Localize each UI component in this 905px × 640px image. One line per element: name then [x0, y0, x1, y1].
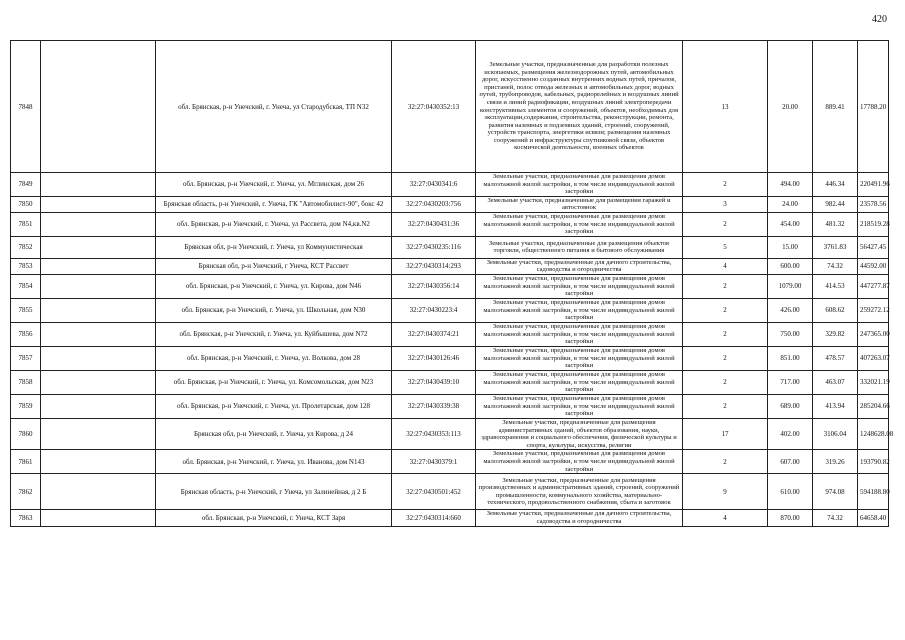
row-number-cell: 7861	[11, 450, 41, 474]
group-cell: 2	[683, 370, 768, 394]
address-cell: обл. Брянская, р-н Унечский, г. Унеча, ул. Кирова, дом N46	[156, 274, 392, 298]
cadastral-number-cell: 32:27:0430356:14	[392, 274, 476, 298]
address-cell: Брянская обл, р-н Унечский, г Унеча, КСТ Рассвет	[156, 258, 392, 274]
cadastral-value-cell: 407263.07	[858, 346, 889, 370]
cadastral-value-cell: 218519.28	[858, 212, 889, 236]
area-cell: 494.00	[768, 173, 813, 197]
cadastral-number-cell: 32:27:0430235:116	[392, 236, 476, 258]
table-row	[11, 41, 889, 173]
row-number-cell: 7863	[11, 510, 41, 526]
area-cell: 24.00	[768, 196, 813, 212]
cadastral-number-cell: 32:27:0430314:293	[392, 258, 476, 274]
row-number-cell: 7853	[11, 258, 41, 274]
table-row	[11, 394, 889, 418]
empty-cell	[41, 510, 156, 526]
specific-value-cell: 3106.04	[813, 418, 858, 449]
cadastral-value-cell: 594188.80	[858, 474, 889, 510]
land-use-cell: Земельные участки, предназначенные для дачного строительства, садоводства и огородничества	[476, 510, 683, 526]
group-cell: 2	[683, 298, 768, 322]
land-use-cell: Земельные участки, предназначенные для размещения административных зданий, объектов образования, науки, здравоохранения и социального обеспечения, физической культуры и спорта, культуры, искусства, религии	[476, 418, 683, 449]
cadastral-number-cell: 32:27:0430339:38	[392, 394, 476, 418]
empty-cell	[41, 346, 156, 370]
empty-cell	[41, 298, 156, 322]
cadastral-number-cell: 32:27:0430352:13	[392, 41, 476, 173]
cadastral-value-cell: 259272.12	[858, 298, 889, 322]
empty-cell	[41, 274, 156, 298]
specific-value-cell: 414.53	[813, 274, 858, 298]
cadastral-number-cell: 32:27:0430439:10	[392, 370, 476, 394]
empty-cell	[41, 173, 156, 197]
cadastral-value-cell: 447277.87	[858, 274, 889, 298]
row-number-cell: 7850	[11, 196, 41, 212]
land-use-cell: Земельные участки, предназначенные для размещения производственных и административных зданий, строений, сооружений промышленности, коммунального хозяйства, материально-технического, продовольственного снабжения, сбыта и заготовок	[476, 474, 683, 510]
address-cell: обл. Брянская, р-н Унечский, г. Унеча, ул. Школьная, дом N30	[156, 298, 392, 322]
area-cell: 15.00	[768, 236, 813, 258]
table-row	[11, 298, 889, 322]
land-use-cell: Земельные участки, предназначенные для размещения домов малоэтажной жилой застройки, в том числе индивидуальной жилой застройки	[476, 173, 683, 197]
table-row	[11, 474, 889, 510]
row-number-cell: 7858	[11, 370, 41, 394]
empty-cell	[41, 418, 156, 449]
row-number-cell: 7851	[11, 212, 41, 236]
row-number-cell: 7857	[11, 346, 41, 370]
address-cell: обл. Брянская, р-н Унечский, г. Унеча, ул Рассвета, дом N4,кв.N2	[156, 212, 392, 236]
specific-value-cell: 319.26	[813, 450, 858, 474]
table-row	[11, 418, 889, 449]
cadastral-value-table	[10, 40, 894, 527]
address-cell: обл. Брянская, р-н Унечский, г. Унеча, КСТ Заря	[156, 510, 392, 526]
specific-value-cell: 329.82	[813, 322, 858, 346]
land-use-cell: Земельные участки, предназначенные для размещения домов малоэтажной жилой застройки, в том числе индивидуальной жилой застройки	[476, 346, 683, 370]
cadastral-number-cell: 32:27:0430431:36	[392, 212, 476, 236]
cadastral-number-cell: 32:27:0430353:113	[392, 418, 476, 449]
group-cell: 2	[683, 394, 768, 418]
table-row	[11, 370, 889, 394]
row-number-cell: 7860	[11, 418, 41, 449]
land-use-cell: Земельные участки, предназначенные для размещения домов малоэтажной жилой застройки, в том числе индивидуальной жилой застройки	[476, 212, 683, 236]
cadastral-number-cell: 32:27:0430203:756	[392, 196, 476, 212]
empty-cell	[41, 450, 156, 474]
table-row	[11, 196, 889, 212]
empty-cell	[41, 370, 156, 394]
cadastral-value-cell: 332021.19	[858, 370, 889, 394]
row-number-cell: 7856	[11, 322, 41, 346]
specific-value-cell: 3761.83	[813, 236, 858, 258]
row-number-cell: 7848	[11, 41, 41, 173]
area-cell: 1079.00	[768, 274, 813, 298]
cadastral-number-cell: 32:27:0430374:21	[392, 322, 476, 346]
cadastral-number-cell: 32:27:0430341:6	[392, 173, 476, 197]
group-cell: 4	[683, 258, 768, 274]
row-number-cell: 7852	[11, 236, 41, 258]
address-cell: Брянская область, р-н Унечский, г. Унеча, ГК "Автомобилист-90", бокс 42	[156, 196, 392, 212]
cadastral-value-cell: 193790.82	[858, 450, 889, 474]
table-row	[11, 510, 889, 526]
row-number-cell: 7855	[11, 298, 41, 322]
land-use-cell: Земельные участки, предназначенные для размещения домов малоэтажной жилой застройки, в том числе индивидуальной жилой застройки	[476, 322, 683, 346]
cadastral-value-cell: 23578.56	[858, 196, 889, 212]
cadastral-value-cell: 220491.96	[858, 173, 889, 197]
empty-cell	[41, 474, 156, 510]
address-cell: обл. Брянская, р-н Унечский, г. Унеча, ул. Пролетарская, дом 128	[156, 394, 392, 418]
land-use-cell: Земельные участки, предназначенные для размещения домов малоэтажной жилой застройки, в том числе индивидуальной жилой застройки	[476, 298, 683, 322]
area-cell: 870.00	[768, 510, 813, 526]
row-number-cell: 7854	[11, 274, 41, 298]
cadastral-value-cell: 64658.40	[858, 510, 889, 526]
group-cell: 9	[683, 474, 768, 510]
specific-value-cell: 608.62	[813, 298, 858, 322]
specific-value-cell: 74.32	[813, 510, 858, 526]
specific-value-cell: 74.32	[813, 258, 858, 274]
cadastral-number-cell: 32:27:0430501:452	[392, 474, 476, 510]
area-cell: 600.00	[768, 258, 813, 274]
group-cell: 4	[683, 510, 768, 526]
specific-value-cell: 413.94	[813, 394, 858, 418]
cadastral-number-cell: 32:27:0430223:4	[392, 298, 476, 322]
cadastral-number-cell: 32:27:0430126:46	[392, 346, 476, 370]
group-cell: 3	[683, 196, 768, 212]
area-cell: 20.00	[768, 41, 813, 173]
row-number-cell: 7859	[11, 394, 41, 418]
table-row	[11, 236, 889, 258]
table-row	[11, 450, 889, 474]
specific-value-cell: 481.32	[813, 212, 858, 236]
specific-value-cell: 478.57	[813, 346, 858, 370]
land-use-cell: Земельные участки, предназначенные для разработки полезных ископаемых, размещения железнодорожных путей, автомобильных дорог, искусственно созданных внутренних водных путей, причалов, пристаней, полос отвода железных и автомобильных дорог, водных путей, трубопроводов, кабельных, радиорелейных и воздушных линий связи и линий радиофикации, воздушных линий электропередачи конструктивных элементов и сооружений, объектов, необходимых для эксплуатации,содержания, строительства, реконструкции, ремонта, развития наземных и подземных зданий, строений, сооружений, устройств транспорта, энергетики исвязи; размещения наземных сооружений и инфраструктуры спутниковой связи, объектов космической деятельности, военных объектов	[476, 41, 683, 173]
address-cell: Брянская обл, р-н Унечский, г. Унеча, ул Кирова, д 24	[156, 418, 392, 449]
cadastral-number-cell: 32:27:0430379:1	[392, 450, 476, 474]
empty-cell	[41, 322, 156, 346]
table-row	[11, 258, 889, 274]
specific-value-cell: 463.07	[813, 370, 858, 394]
land-use-cell: Земельные участки, предназначенные для размещения домов малоэтажной жилой застройки, в том числе индивидуальной жилой застройки	[476, 370, 683, 394]
address-cell: обл. Брянская, р-н Унечский, г. Унеча, ул. Иванова, дом N143	[156, 450, 392, 474]
area-cell: 426.00	[768, 298, 813, 322]
table-row	[11, 346, 889, 370]
area-cell: 851.00	[768, 346, 813, 370]
group-cell: 17	[683, 418, 768, 449]
land-use-cell: Земельные участки, предназначенные для дачного строительства, садоводства и огородничества	[476, 258, 683, 274]
cadastral-number-cell: 32:27:0430314:660	[392, 510, 476, 526]
cadastral-value-cell: 44592.00	[858, 258, 889, 274]
group-cell: 2	[683, 450, 768, 474]
cadastral-value-cell: 285204.66	[858, 394, 889, 418]
cadastral-value-cell: 56427.45	[858, 236, 889, 258]
group-cell: 2	[683, 212, 768, 236]
empty-cell	[41, 394, 156, 418]
empty-cell	[41, 236, 156, 258]
land-use-cell: Земельные участки, предназначенные для размещения домов малоэтажной жилой застройки, в том числе индивидуальной жилой застройки	[476, 394, 683, 418]
area-cell: 454.00	[768, 212, 813, 236]
group-cell: 2	[683, 346, 768, 370]
address-cell: обл. Брянская, р-н Унечский, г. Унеча, ул. Комсомольская, дом N23	[156, 370, 392, 394]
empty-cell	[41, 196, 156, 212]
specific-value-cell: 974.08	[813, 474, 858, 510]
address-cell: обл. Брянская, р-н Унечский, г. Унеча, ул. Волкова, дом 28	[156, 346, 392, 370]
specific-value-cell: 889.41	[813, 41, 858, 173]
cadastral-value-cell: 17788.20	[858, 41, 889, 173]
empty-cell	[41, 212, 156, 236]
address-cell: Брянская область, р-н Унечский, г Унеча, ул Залинейная, д 2 Б	[156, 474, 392, 510]
cadastral-value-cell: 247365.00	[858, 322, 889, 346]
empty-cell	[41, 41, 156, 173]
empty-cell	[41, 258, 156, 274]
group-cell: 2	[683, 322, 768, 346]
page-number: 420	[872, 14, 887, 25]
area-cell: 610.00	[768, 474, 813, 510]
address-cell: обл. Брянская, р-н Унечский, г. Унеча, ул Стародубская, ТП N32	[156, 41, 392, 173]
land-use-cell: Земельные участки, предназначенные для размещения объектов торговли, общественного питания и бытового обслуживания	[476, 236, 683, 258]
land-use-cell: Земельные участки, предназначенные для размещения домов малоэтажной жилой застройки, в том числе индивидуальной жилой застройки	[476, 274, 683, 298]
land-use-cell: Земельные участки, предназначенные для размещения гаражей и автостоянок	[476, 196, 683, 212]
group-cell: 2	[683, 274, 768, 298]
area-cell: 607.00	[768, 450, 813, 474]
table-row	[11, 173, 889, 197]
address-cell: обл. Брянская, р-н Унечский, г. Унеча, ул. Мглинская, дом 26	[156, 173, 392, 197]
specific-value-cell: 982.44	[813, 196, 858, 212]
address-cell: Брянская обл, р-н Унечский, г. Унеча, ул Коммунистическая	[156, 236, 392, 258]
area-cell: 689.00	[768, 394, 813, 418]
area-cell: 717.00	[768, 370, 813, 394]
table-row	[11, 212, 889, 236]
group-cell: 5	[683, 236, 768, 258]
row-number-cell: 7862	[11, 474, 41, 510]
address-cell: обл. Брянская, р-н Унечский, г. Унеча, ул. Куйбышева, дом N72	[156, 322, 392, 346]
row-number-cell: 7849	[11, 173, 41, 197]
land-use-cell: Земельные участки, предназначенные для размещения домов малоэтажной жилой застройки, в том числе индивидуальной жилой застройки	[476, 450, 683, 474]
group-cell: 2	[683, 173, 768, 197]
cadastral-value-cell: 1248628.08	[858, 418, 889, 449]
area-cell: 750.00	[768, 322, 813, 346]
group-cell: 13	[683, 41, 768, 173]
table-row	[11, 322, 889, 346]
table-row	[11, 274, 889, 298]
specific-value-cell: 446.34	[813, 173, 858, 197]
area-cell: 402.00	[768, 418, 813, 449]
